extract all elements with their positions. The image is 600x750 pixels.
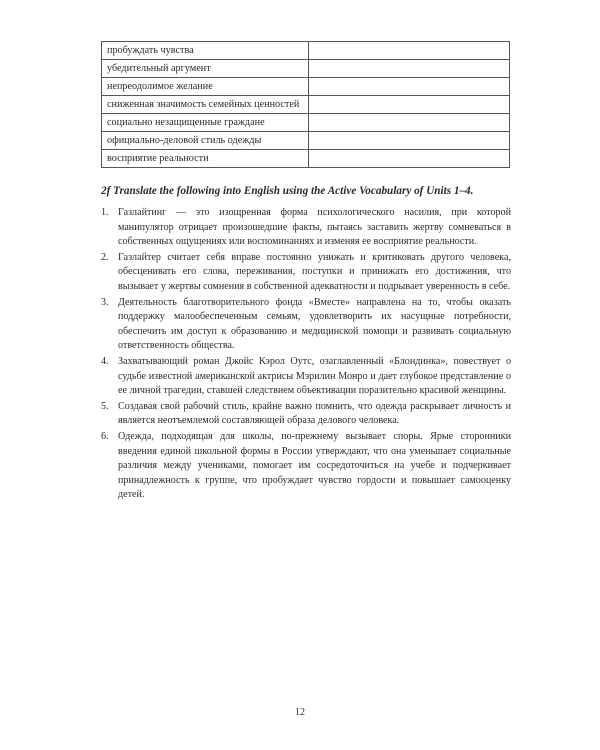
table-cell-term: восприятие реальности — [102, 150, 309, 168]
item-text: Деятельность благотворительного фонда «Вместе» направлена на то, чтобы оказать поддержку малообеспеченным семьям, удовлетворить их насущные потребности, обеспечить им доступ к образованию и медицинской помощи и развивать социальную ответственность общества. — [118, 296, 511, 352]
table-row — [102, 114, 510, 132]
table-row — [102, 96, 510, 114]
table-row — [102, 78, 510, 96]
item-number: 3. — [101, 296, 109, 308]
table-cell-translation — [309, 78, 510, 96]
item-text: Газлайтер считает себя вправе постоянно унижать и критиковать другого человека, обесценивать его слова, переживания, поступки и принижать его достижения, что вызывает у жертвы сомнения в собственной адекватности и подрывает уверенность в себе. — [118, 251, 511, 292]
list-item — [101, 430, 511, 503]
table-cell-translation — [309, 150, 510, 168]
item-text: Создавая свой рабочий стиль, крайне важно помнить, что одежда раскрывает личность и является неотъемлемой составляющей образа делового человека. — [118, 400, 511, 427]
item-text: Захватывающий роман Джойс Кэрол Оутс, озаглавленный «Блондинка», повествует о судьбе известной американской актрисы Мэрилин Монро и дает глубокое представление о ее личной трагедии, ставшей следствием объективации поразительно красивой женщины. — [118, 355, 511, 397]
list-item — [101, 251, 511, 295]
list-item — [101, 296, 511, 354]
page-number: 12 — [295, 707, 305, 718]
section-heading: 2f Translate the following into English using the Active Vocabulary of Units 1–4. — [101, 185, 474, 197]
list-item — [101, 206, 511, 250]
table-cell-translation — [309, 132, 510, 150]
exercise-list — [101, 206, 511, 504]
item-text: Газлайтинг — это изощренная форма психологического насилия, при которой манипулятор отрицает произошедшие факты, пытаясь заставить жертву сомневаться в собственных ощущениях или воспоминаниях и изменяя ее восприятие реальности. — [118, 207, 511, 248]
list-item — [101, 355, 511, 399]
table-cell-term: сниженная значимость семейных ценностей — [102, 96, 309, 114]
table-cell-translation — [309, 114, 510, 132]
table-cell-term: социально незащищенные граждане — [102, 114, 309, 132]
item-number: 1. — [101, 207, 109, 218]
item-text: Одежда, подходящая для школы, по-прежнему вызывает споры. Ярые сторонники введения единой школьной формы в России утверждают, что она уменьшает социальные различия между учениками, помогает им сосредоточиться на учебе и подчеркивает принадлежность к группе, что пробуждает чувство гордости и повышает самооценку детей. — [118, 430, 511, 501]
list-item — [101, 400, 511, 429]
table-row — [102, 42, 510, 60]
item-number: 5. — [101, 400, 109, 412]
table-cell-term: убедительный аргумент — [102, 60, 309, 78]
table-cell-term: официально-деловой стиль одежды — [102, 132, 309, 150]
vocabulary-table — [101, 41, 510, 168]
table-row — [102, 60, 510, 78]
table-cell-translation — [309, 96, 510, 114]
table-cell-translation — [309, 42, 510, 60]
item-number: 2. — [101, 251, 109, 263]
table-cell-term: непреодолимое желание — [102, 78, 309, 96]
table-cell-term: пробуждать чувства — [102, 42, 309, 60]
item-number: 4. — [101, 355, 109, 367]
table-row — [102, 132, 510, 150]
item-number: 6. — [101, 430, 109, 442]
table-row — [102, 150, 510, 168]
table-cell-translation — [309, 60, 510, 78]
